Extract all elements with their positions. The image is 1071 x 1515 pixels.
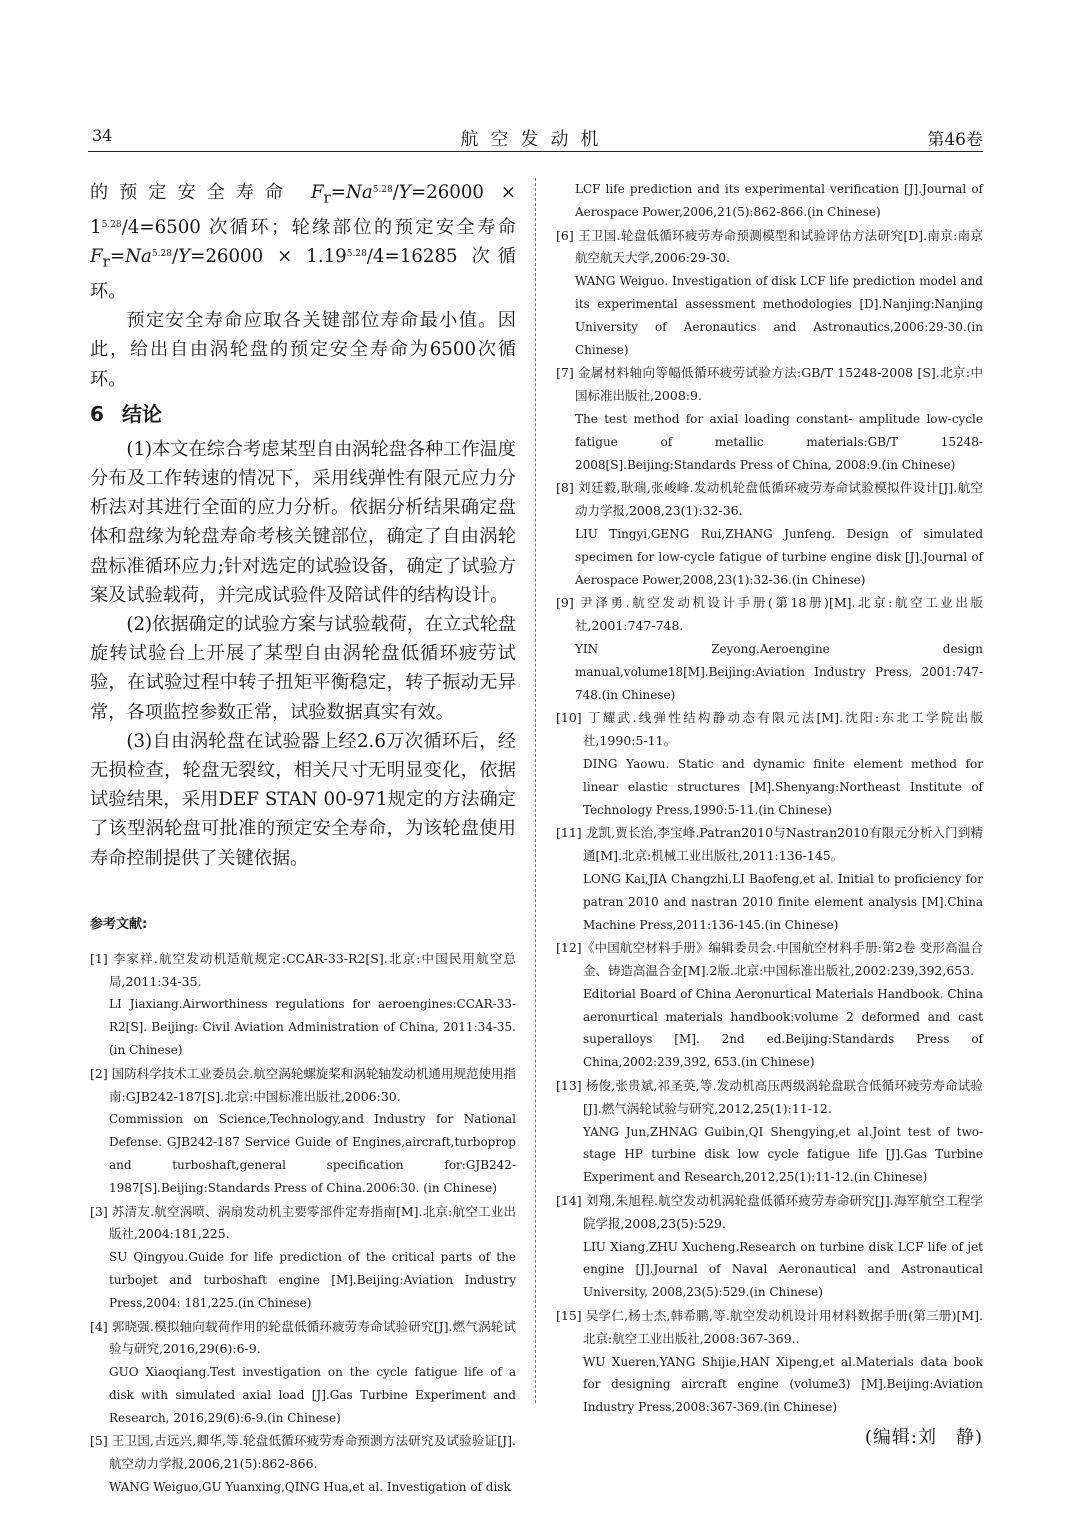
reference-cn: [5] 王卫国,古远兴,卿华,等.轮盘低循环疲劳寿命预测方法研究及试验验证[J].航空动力学报,2006,21(5):862-866. [90, 1433, 516, 1472]
reference-en: LCF life prediction and its experimental verification [J].Journal of Aerospace Power,2006,21(5):862-866.(in Chinese) [575, 182, 983, 219]
reference-cn: [13] 杨俊,张贵斌,祁圣英,等.发动机高压两级涡轮盘联合低循环疲劳寿命试验[J].燃气涡轮试验与研究,2012,25(1):11-12. [556, 1078, 983, 1116]
reference-cn: [3] 苏清友.航空涡喷、涡扇发动机主要零部件定寿指南[M].北京:航空工业出版社,2004:181,225. [90, 1203, 516, 1242]
reference-en: LONG Kai,JIA Changzhi,LI Baofeng,et al. Initial to proficiency for patran 2010 and nastran 2010 finite element analysis [M].China Machine Press,2011:136-145.(in Chinese) [583, 871, 983, 932]
reference-en: DING Yaowu. Static and dynamic finite element method for linear elastic structures [M].Shenyang:Northeast Institute of Technology Press,1990:5-11.(in Chinese) [583, 756, 983, 817]
reference-en: LIU Tingyi,GENG Rui,ZHANG Junfeng. Design of simulated specimen for low-cycle fatigue of turbine engine disk [J].Journal of Aerospace Power,2008,23(1):32-36.(in Chinese) [575, 526, 983, 587]
page-header [88, 124, 983, 150]
reference-en: LIU Xiang,ZHU Xucheng.Research on turbine disk LCF life of jet engine [J].Journal of Naval Aeronautical and Astronautical University, 2008,23(5):529.(in Chinese) [583, 1239, 983, 1300]
reference-cn: [6] 王卫国.轮盘低循环疲劳寿命预测模型和试验评估方法研究[D].南京:南京航空航天大学,2006:29-30. [556, 227, 983, 266]
reference-en: WU Xueren,YANG Shijie,HAN Xipeng,et al.Materials data book for designing aircraft engine (volume3) [M].Beijing:Aviation Industry Press,2008:367-369.(in Chinese) [583, 1354, 983, 1415]
reference-item [556, 225, 983, 362]
reference-cn: [11] 龙凯,贾长治,李宝峰.Patran2010与Nastran2010有限元分析入门到精通[M].北京:机械工业出版社,2011:136-145。 [556, 825, 983, 864]
section-heading [90, 399, 516, 429]
reference-continuation [556, 178, 983, 224]
reference-item [90, 1316, 516, 1430]
reference-cn: [7] 金属材料轴向等幅低循环疲劳试验方法:GB/T 15248-2008 [S].北京:中国标准出版社,2008:9. [556, 365, 983, 404]
reference-en: The test method for axial loading constant- amplitude low-cycle fatigue of metallic materials:GB/T 15248-2008[S].Beijing:Standards Press of China, 2008:9.(in Chinese) [575, 411, 983, 472]
reference-item [556, 362, 983, 476]
reference-cn: [9] 尹泽勇.航空发动机设计手册(第18册)[M].北京:航空工业出版社,2001:747-748. [556, 595, 983, 634]
reference-cn: [14] 刘翔,朱旭程.航空发动机涡轮盘低循环疲劳寿命研究[J].海军航空工程学院学报,2008,23(5):529. [556, 1193, 983, 1231]
reference-en: WANG Weiguo. Investigation of disk LCF life prediction model and its experimental assessment methodologies [D].Nanjing:Nanjing University of Aeronautics and Astronautics,2006:29-30.(in Chinese) [575, 274, 983, 357]
reference-item [556, 1305, 983, 1419]
conclusion-2: (2)依据确定的试验方案与试验载荷，在立式轮盘旋转试验台上开展了某型自由涡轮盘低循环疲劳试验，在试验过程中转子扭矩平衡稳定，转子振动无异常，各项监控参数正常，试验数据真实有效。 [90, 613, 516, 723]
reference-item [90, 1430, 516, 1498]
left-column [90, 178, 516, 1500]
section-title: 结论 [122, 401, 162, 426]
reference-item [556, 592, 983, 706]
reference-item [90, 1201, 516, 1315]
section-number: 6 [90, 401, 104, 426]
journal-title: 航空发动机 [460, 129, 611, 150]
reference-item [90, 948, 516, 1062]
reference-cn: [2] 国防科学技术工业委员会.航空涡轮螺旋桨和涡轮轴发动机通用规范使用指南:GJB242-187[S].北京:中国标准出版社,2006:30. [90, 1065, 516, 1104]
reference-item [556, 937, 983, 1074]
reference-en: Commission on Science,Technology,and Industry for National Defense. GJB242-187 Service Guide of Engines,aircraft,turboprop and turboshaft,general specification for:GJB242-1987[S].Beijing:Standards Press of China.2006:30. (in Chinese) [109, 1112, 516, 1195]
reference-cn: [4] 郭晓强.模拟轴向载荷作用的轮盘低循环疲劳寿命试验研究[J].燃气涡轮试验与研究,2016,29(6):6-9. [90, 1318, 516, 1357]
reference-en: YIN Zeyong.Aeroengine design manual,volume18[M].Beijing:Aviation Industry Press, 2001:747-748.(in Chinese) [575, 641, 983, 702]
reference-en: GUO Xiaoqiang.Test investigation on the cycle fatigue life of a disk with simulated axial load [J].Gas Turbine Experiment and Research, 2016,29(6):6-9.(in Chinese) [109, 1365, 516, 1425]
reference-cn: [8] 刘廷毅,耿瑞,张峻峰.发动机轮盘低循环疲劳寿命试验模拟件设计[J].航空动力学报,2008,23(1):32-36. [556, 480, 983, 519]
header-rule [88, 151, 983, 152]
reference-en: WANG Weiguo,GU Yuanxing,QING Hua,et al. Investigation of disk [109, 1480, 511, 1495]
references-heading: 参考文献: [90, 916, 148, 932]
conclusion-1: (1)本文在综合考虑某型自由涡轮盘各种工作温度分布及工作转速的情况下，采用线弹性有限元应力分析法对其进行全面的应力分析。依据分析结果确定盘体和盘缘为轮盘寿命考核关键部位，确定了自由涡轮盘标准循环应力;针对选定的试验设备，确定了试验方案及试验载荷，并完成试验件及陪试件的结构设计。 [90, 438, 516, 606]
reference-item [556, 1075, 983, 1189]
reference-cn: [12]《中国航空材料手册》编辑委员会.中国航空材料手册:第2卷 变形高温合金、铸造高温合金[M].2版.北京:中国标准出版社,2002:239,392,653. [556, 940, 983, 979]
reference-en: LI Jiaxiang.Airworthiness regulations for aeroengines:CCAR-33-R2[S]. Beijing: Civil Aviation Administration of China, 2011:34-35.(in Chinese) [109, 997, 516, 1057]
reference-item [90, 1063, 516, 1200]
reference-item [556, 1190, 983, 1304]
reference-item [556, 477, 983, 591]
reference-item [556, 822, 983, 936]
page-number: 34 [92, 126, 113, 145]
reference-en: YANG Jun,ZHNAG Guibin,QI Shengying,et al.Joint test of two-stage HP turbine disk low cycle fatigue life [J].Gas Turbine Experiment and Research,2012,25(1):11-12.(in Chinese) [583, 1124, 983, 1185]
editor-credit: (编辑:刘 静) [864, 1427, 983, 1449]
column-divider [535, 178, 536, 1403]
reference-cn: [1] 李家祥.航空发动机适航规定:CCAR-33-R2[S].北京:中国民用航空总局,2011:34-35. [90, 950, 516, 989]
conclusion-3: (3)自由涡轮盘在试验器上经2.6万次循环后，经无损检查，轮盘无裂纹，相关尺寸无明显变化，依据试验结果，采用DEF STAN 00-971规定的方法确定了该型涡轮盘可批准的预定安全寿命，为该轮盘使用寿命控制提供了关键依据。 [90, 730, 516, 869]
reference-cn: [10] 丁耀武.线弹性结构静动态有限元法[M].沈阳:东北工学院出版社,1990:5-11。 [556, 710, 983, 749]
reference-cn: [15] 吴学仁,杨士杰,韩希鹏,等.航空发动机设计用材料数据手册(第三册)[M].北京:航空工业出版社,2008:367-369.. [556, 1308, 983, 1346]
life-calculation-paragraph: 的预定安全寿命 $F_r=Na^{5.28}/Y=26000 \times 1^{5.28}/4=6500$ 次循环；轮缘部位的预定安全寿命 $F_r=Na^{5.28}/Y=26000 \times 1.19^{5.28}/4=16285$ 次循环。 [90, 182, 516, 302]
right-column [556, 178, 983, 1449]
reference-en: SU Qingyou.Guide for life prediction of the critical parts of the turbojet and turboshaft engine [M].Beijing:Aviation Industry Press,2004: 181,225.(in Chinese) [109, 1250, 516, 1310]
reference-en: Editorial Board of China Aeronurtical Materials Handbook. China aeronurtical materials handbook:volume 2 deformed and cast superalloys [M]. 2nd ed.Beijing:Standards Press of China,2002:239,392, 653.(in Chinese) [583, 986, 983, 1070]
conclusion-intro-paragraph: 预定安全寿命应取各关键部位寿命最小值。因此，给出自由涡轮盘的预定安全寿命为6500次循环。 [90, 310, 516, 390]
reference-item [556, 707, 983, 821]
volume-label: 第46卷 [927, 130, 983, 150]
